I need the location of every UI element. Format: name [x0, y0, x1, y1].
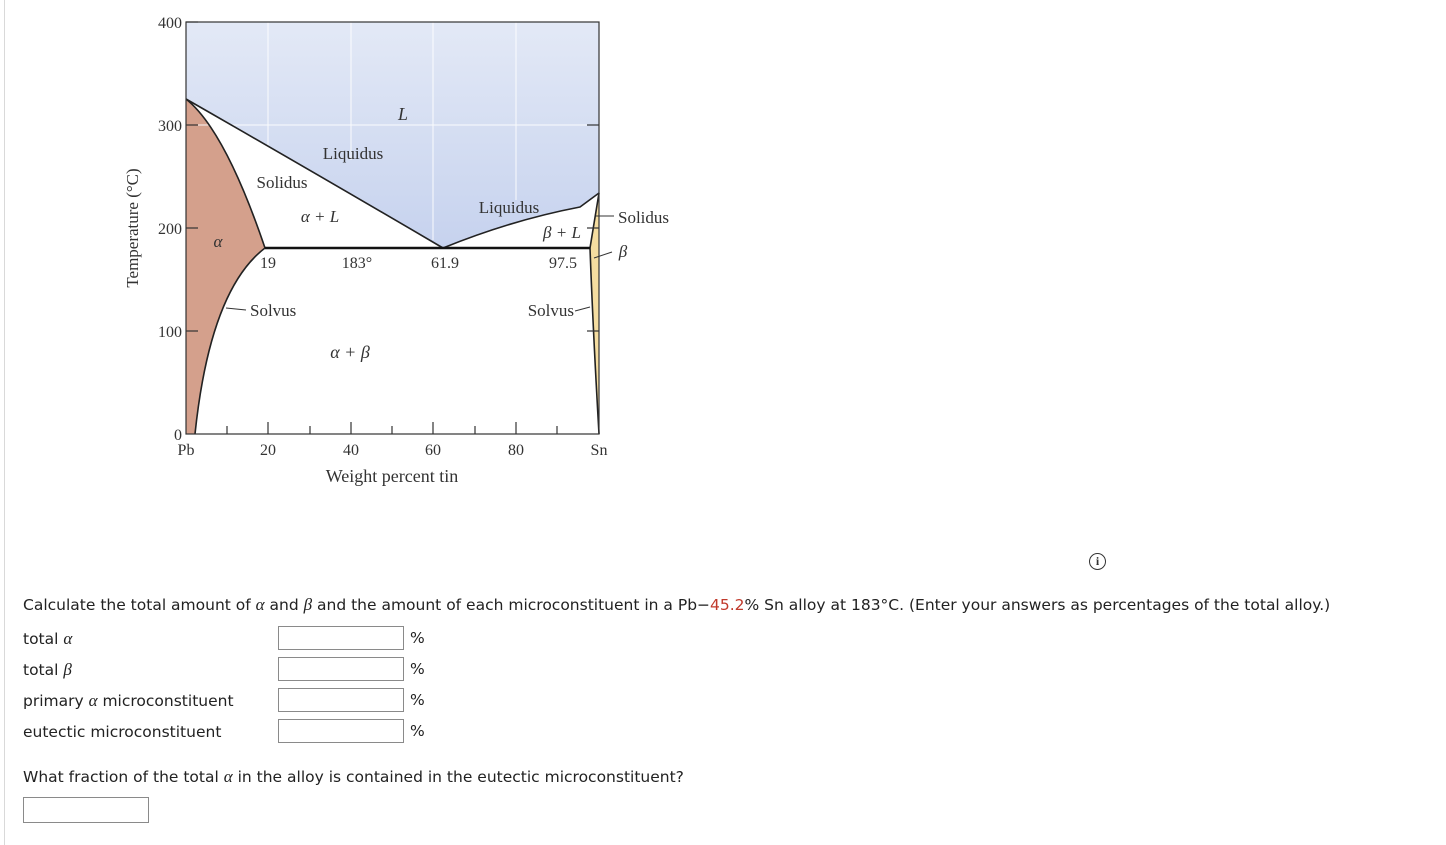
- eutectic-alpha-fraction-input[interactable]: [23, 797, 149, 823]
- x-tick-20: 20: [260, 442, 276, 459]
- beta-label: β: [618, 242, 628, 261]
- y-tick-400: 400: [158, 15, 182, 32]
- question-text: [23, 595, 1330, 615]
- percent-unit: %: [410, 722, 425, 740]
- total-beta-input[interactable]: [278, 657, 404, 681]
- alpha-plus-beta-label: α + β: [330, 342, 370, 362]
- x-axis-title: Weight percent tin: [325, 466, 459, 486]
- question-prefix: Calculate the total amount of: [23, 596, 256, 614]
- y-tick-100: 100: [158, 324, 182, 341]
- answer-label: total β: [23, 660, 72, 679]
- question2-alpha: α: [223, 767, 233, 786]
- beta-plus-liquid-label: β + L: [543, 223, 581, 242]
- question-composition-highlight: 45.2: [710, 596, 745, 614]
- fraction-question-text: What fraction of the total α in the alloy is contained in the eutectic microconstituent?: [23, 767, 684, 786]
- percent-unit: %: [410, 660, 425, 678]
- alpha-limit-label: 19: [260, 255, 276, 272]
- x-tick-pb: Pb: [177, 442, 195, 459]
- percent-unit: %: [410, 629, 425, 647]
- info-icon[interactable]: i: [1089, 553, 1106, 570]
- solvus-left-label: Solvus: [250, 301, 297, 320]
- solidus-right-label: Solidus: [618, 208, 670, 227]
- question-middle: and the amount of each microconstituent in a Pb−: [312, 596, 711, 614]
- question-alpha: α: [255, 595, 265, 614]
- solidus-left-label: Solidus: [256, 173, 308, 192]
- percent-unit: %: [410, 691, 425, 709]
- liquidus-right-label: Liquidus: [478, 198, 540, 217]
- alpha-plus-liquid-label: α + L: [300, 207, 340, 226]
- answer-label: total α: [23, 629, 73, 648]
- liquidus-left-label: Liquidus: [322, 144, 384, 163]
- x-tick-60: 60: [425, 442, 441, 459]
- beta-limit-label: 97.5: [549, 255, 577, 272]
- eutectic-temp-label: 183°: [341, 255, 373, 272]
- question-and: and: [264, 596, 304, 614]
- x-tick-40: 40: [343, 442, 359, 459]
- eutectic-microconstituent-input[interactable]: [278, 719, 404, 743]
- eutectic-comp-label: 61.9: [431, 255, 459, 272]
- y-tick-200: 200: [158, 221, 182, 238]
- answer-label: primary α microconstituent: [23, 691, 234, 710]
- x-tick-80: 80: [508, 442, 524, 459]
- total-alpha-input[interactable]: [278, 626, 404, 650]
- question-suffix: % Sn alloy at 183°C. (Enter your answers as percentages of the total alloy.): [744, 596, 1331, 614]
- answer-label: eutectic microconstituent: [23, 723, 222, 741]
- liquid-label: L: [397, 104, 409, 124]
- y-tick-0: 0: [174, 427, 182, 444]
- solvus-right-label: Solvus: [527, 301, 574, 320]
- alpha-label: α: [213, 232, 223, 251]
- primary-alpha-input[interactable]: [278, 688, 404, 712]
- question-beta: β: [303, 595, 313, 614]
- pb-sn-phase-diagram: [0, 0, 720, 500]
- x-tick-sn: Sn: [590, 442, 608, 459]
- y-tick-300: 300: [158, 118, 182, 135]
- y-axis-title: Temperature (°C): [123, 168, 142, 288]
